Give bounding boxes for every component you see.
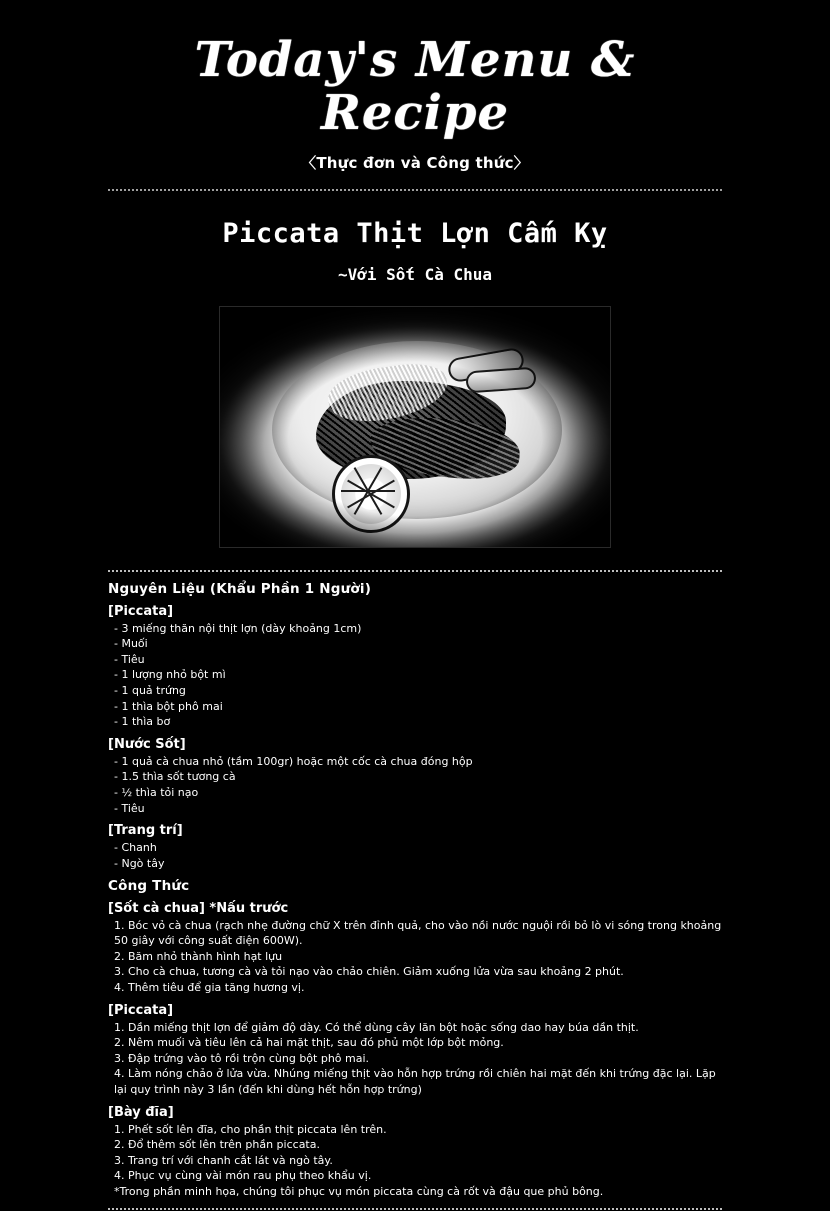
list-item: - Ngò tây — [114, 856, 165, 870]
photo-vignette — [220, 307, 610, 547]
list-item: - Muối — [114, 637, 148, 651]
masthead — [108, 0, 722, 173]
ingredients-group-title: [Trang trí] — [108, 823, 183, 839]
page-subtitle: 〈Thực đơn và Công thức〉 — [301, 153, 529, 172]
recipe-title: Piccata Thịt Lợn Cấm Kỵ — [222, 217, 608, 249]
list-item: - 1 lượng nhỏ bột mì — [114, 668, 226, 682]
divider-top — [108, 189, 722, 192]
list-item: 1. Bóc vỏ cà chua (rạch nhẹ đường chữ X trên đỉnh quả, cho vào nồi nước nguội rồi bỏ lò vi sóng trong khoảng 50 giây với công suất điện 600W). — [114, 918, 722, 948]
divider-bottom — [108, 1208, 722, 1211]
list-item: - 1.5 thìa sốt tương cà — [114, 770, 236, 784]
method-group-title: [Piccata] — [108, 1002, 174, 1018]
recipe-subtitle: ~Với Sốt Cà Chua — [337, 264, 493, 284]
list-item: - 1 quả trứng — [114, 684, 186, 698]
ingredients-heading: Nguyên Liệu (Khẩu Phần 1 Người) — [108, 580, 372, 597]
list-item: 4. Làm nóng chảo ở lửa vừa. Nhúng miếng thịt vào hỗn hợp trứng rồi chiên hai mặt đến khi trứng đặc lại. Lặp lại quy trình này 3 lần (đến khi dùng hết hỗn hợp trứng) — [114, 1067, 716, 1096]
method-group-title: [Sốt cà chua] *Nấu trước — [108, 900, 289, 916]
method-steps-plating — [108, 1122, 722, 1184]
list-item: - 1 quả cà chua nhỏ (tầm 100gr) hoặc một cốc cà chua đóng hộp — [114, 754, 473, 768]
list-item: 3. Đập trứng vào tô rồi trộn cùng bột phô mai. — [114, 1051, 370, 1065]
list-item: 2. Băm nhỏ thành hình hạt lựu — [114, 949, 283, 963]
list-item: 4. Thêm tiêu để gia tăng hương vị. — [114, 980, 305, 994]
method-steps-piccata — [108, 1020, 722, 1098]
ingredients-group-title: [Piccata] — [108, 603, 174, 619]
ingredients-list-piccata — [108, 621, 722, 730]
list-item: - Tiêu — [114, 652, 145, 666]
list-item: 3. Cho cà chua, tương cà và tỏi nạo vào chảo chiên. Giảm xuống lửa vừa sau khoảng 2 phút. — [114, 965, 624, 979]
method-group-title: [Bày đĩa] — [108, 1104, 174, 1120]
page-title: Today's Menu & Recipe — [194, 32, 636, 141]
list-item: 2. Nêm muối và tiêu lên cả hai mặt thịt, sau đó phủ một lớp bột mỏng. — [114, 1036, 504, 1050]
list-item: 3. Trang trí với chanh cắt lát và ngò tây. — [114, 1153, 333, 1167]
method-heading: Công Thức — [108, 877, 190, 894]
divider-body — [108, 570, 722, 573]
list-item: 1. Phết sốt lên đĩa, cho phần thịt piccata lên trên. — [114, 1122, 387, 1136]
list-item: - Tiêu — [114, 801, 145, 815]
ingredients-list-garnish — [108, 840, 722, 871]
method-steps-sauce — [108, 918, 722, 996]
list-item: 2. Đổ thêm sốt lên trên phần piccata. — [114, 1138, 320, 1152]
list-item: - Chanh — [114, 841, 157, 855]
ingredients-group-title: [Nước Sốt] — [108, 736, 186, 752]
method-footnote: *Trong phần minh họa, chúng tôi phục vụ món piccata cùng cà rốt và đậu que phủ bông. — [114, 1185, 604, 1199]
list-item: - 1 thìa bột phô mai — [114, 699, 223, 713]
recipe-photo-wrap — [108, 306, 722, 548]
list-item: - ½ thìa tỏi nạo — [114, 786, 199, 800]
list-item: - 1 thìa bơ — [114, 715, 171, 729]
list-item: - 3 miếng thăn nội thịt lợn (dày khoảng 1cm) — [114, 621, 362, 635]
recipe-body — [108, 581, 722, 1200]
list-item: 1. Dần miếng thịt lợn để giảm độ dày. Có thể dùng cây lăn bột hoặc sống dao hay búa dần thịt. — [114, 1020, 639, 1034]
recipe-photo — [219, 306, 611, 548]
ingredients-list-sauce — [108, 754, 722, 816]
list-item: 4. Phục vụ cùng vài món rau phụ theo khẩu vị. — [114, 1169, 372, 1183]
